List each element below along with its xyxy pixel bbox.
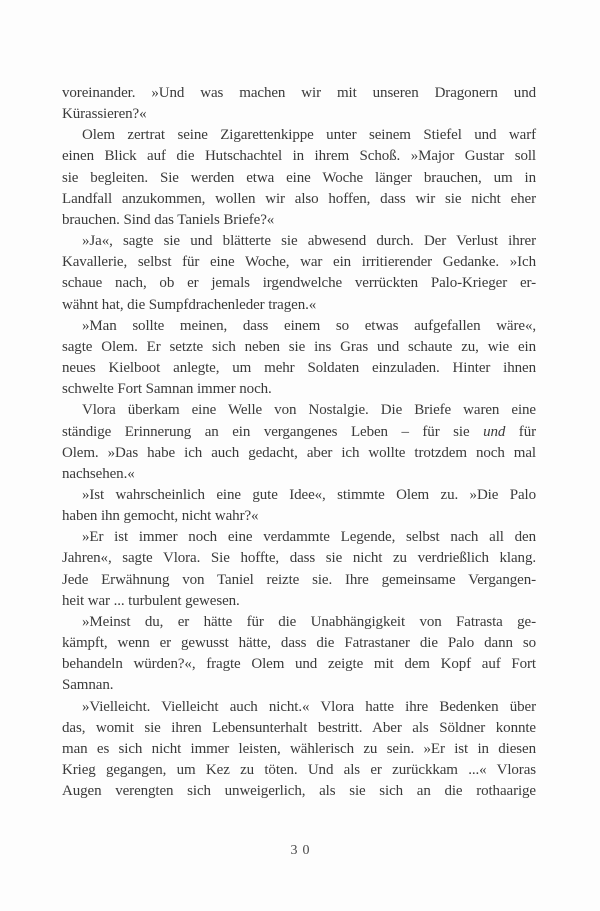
paragraph xyxy=(62,527,536,612)
text-line xyxy=(62,210,536,231)
body-text: Samnan. xyxy=(62,677,114,694)
body-text: haben ihn gemocht, nicht wahr?« xyxy=(62,508,259,525)
paragraph xyxy=(62,400,536,485)
page-number: 30 xyxy=(290,843,315,858)
text-line xyxy=(62,273,536,294)
body-text: nachsehen.« xyxy=(62,465,135,482)
text-line xyxy=(62,231,536,252)
text-line xyxy=(62,760,536,781)
text-line xyxy=(62,633,536,654)
body-text: schwelte Fort Samnan immer noch. xyxy=(62,381,272,398)
text-line xyxy=(62,591,536,612)
text-line xyxy=(62,358,536,379)
italic-text: und xyxy=(483,423,506,440)
text-line xyxy=(62,168,536,189)
text-line xyxy=(62,379,536,400)
body-text: sagte Olem. Er setzte sich neben sie ins Gras und schaute zu, wie ein xyxy=(62,338,536,355)
body-text: sie begleiten. Sie werden etwa eine Woche länger brauchen, um in xyxy=(62,169,536,186)
text-line xyxy=(62,675,536,696)
body-text: einen Blick auf die Hutschachtel in ihrem Schoß. »Major Gustar soll xyxy=(62,148,536,165)
body-text: »Ja«, sagte sie und blätterte sie abwesend durch. Der Verlust ihrer xyxy=(82,233,536,250)
text-line xyxy=(62,422,536,443)
body-text: Jahren«, sagte Vlora. Sie hoffte, dass sie nicht zu verdrießlich klang. xyxy=(62,550,536,567)
body-text: kämpft, wenn er gewusst hätte, dass die Fatrastaner die Palo dann so xyxy=(62,635,536,652)
text-line xyxy=(62,781,536,802)
text-line xyxy=(62,570,536,591)
text-line xyxy=(62,464,536,485)
body-text: Jede Erwähnung von Taniel reizte sie. Ihre gemeinsame Vergangen- xyxy=(62,571,536,588)
paragraph xyxy=(62,231,536,316)
text-line xyxy=(62,548,536,569)
body-text: »Er ist immer noch eine verdammte Legende, selbst nach all den xyxy=(82,529,536,546)
body-text: »Vielleicht. Vielleicht auch nicht.« Vlora hatte ihre Bedenken über xyxy=(82,698,536,715)
text-line xyxy=(62,443,536,464)
body-text: schaue nach, ob er jemals irgendwelche verrückten Palo-Krieger er- xyxy=(62,275,536,292)
text-line xyxy=(62,83,536,104)
text-line xyxy=(62,612,536,633)
body-text: »Man sollte meinen, dass einem so etwas aufgefallen wäre«, xyxy=(82,317,536,334)
body-text: das, womit sie ihren Lebensunterhalt bestritt. Aber als Söldner konnte xyxy=(62,719,536,736)
body-text: Kavallerie, selbst für eine Woche, war ein irritierender Gedanke. »Ich xyxy=(62,254,536,271)
text-line xyxy=(62,316,536,337)
text-line xyxy=(62,295,536,316)
body-text: »Ist wahrscheinlich eine gute Idee«, stimmte Olem zu. »Die Palo xyxy=(82,486,536,503)
paragraph xyxy=(62,316,536,401)
text-line xyxy=(62,697,536,718)
body-text: Olem zertrat seine Zigarettenkippe unter seinem Stiefel und warf xyxy=(82,127,536,144)
body-text: Krieg gegangen, um Kez zu töten. Und als er zurückkam ...« Vloras xyxy=(62,762,536,778)
body-text: ständige Erinnerung an ein vergangenes Leben – für sie xyxy=(62,423,484,440)
text-line xyxy=(62,654,536,675)
body-text: Olem. »Das habe ich auch gedacht, aber ich wollte trotzdem noch mal xyxy=(62,444,536,461)
body-text: wähnt hat, die Sumpfdrachenleder tragen.« xyxy=(62,296,317,313)
text-line xyxy=(62,485,536,506)
text-line xyxy=(62,506,536,527)
body-text: Augen verengten sich unweigerlich, als sie sich an die rothaarige xyxy=(62,783,536,800)
text-line xyxy=(62,739,536,760)
body-text: Vlora überkam eine Welle von Nostalgie. Die Briefe waren eine xyxy=(82,402,536,419)
text-block xyxy=(62,83,536,802)
paragraph xyxy=(62,485,536,527)
body-text: für xyxy=(505,423,536,440)
text-line xyxy=(62,252,536,273)
body-text: brauchen. Sind das Taniels Briefe?« xyxy=(62,211,275,228)
body-text: man es sich nicht immer leisten, wählerisch zu sein. »Er ist in diesen xyxy=(62,740,536,757)
text-line xyxy=(62,125,536,146)
text-line xyxy=(62,718,536,739)
paragraph xyxy=(62,612,536,697)
text-line xyxy=(62,189,536,210)
body-text: behandeln würden?«, fragte Olem und zeigte mit dem Kopf auf Fort xyxy=(62,656,536,673)
paragraph xyxy=(62,125,536,231)
text-line xyxy=(62,104,536,125)
paragraph xyxy=(62,83,536,125)
paragraph xyxy=(62,697,536,803)
text-line xyxy=(62,400,536,421)
text-line xyxy=(62,146,536,167)
body-text: voreinander. »Und was machen wir mit unseren Dragonern und xyxy=(62,85,536,101)
body-text: neues Kielboot anlegte, um mehr Soldaten einzuladen. Hinter ihnen xyxy=(62,360,536,377)
text-line xyxy=(62,527,536,548)
body-text: »Meinst du, er hätte für die Unabhängigkeit von Fatrasta ge- xyxy=(82,613,536,630)
body-text: Kürassieren?« xyxy=(62,106,147,123)
text-line xyxy=(62,337,536,358)
body-text: heit war ... turbulent gewesen. xyxy=(62,592,240,609)
body-text: Landfall anzukommen, wollen wir also hoffen, dass wir sie nicht eher xyxy=(62,190,536,207)
